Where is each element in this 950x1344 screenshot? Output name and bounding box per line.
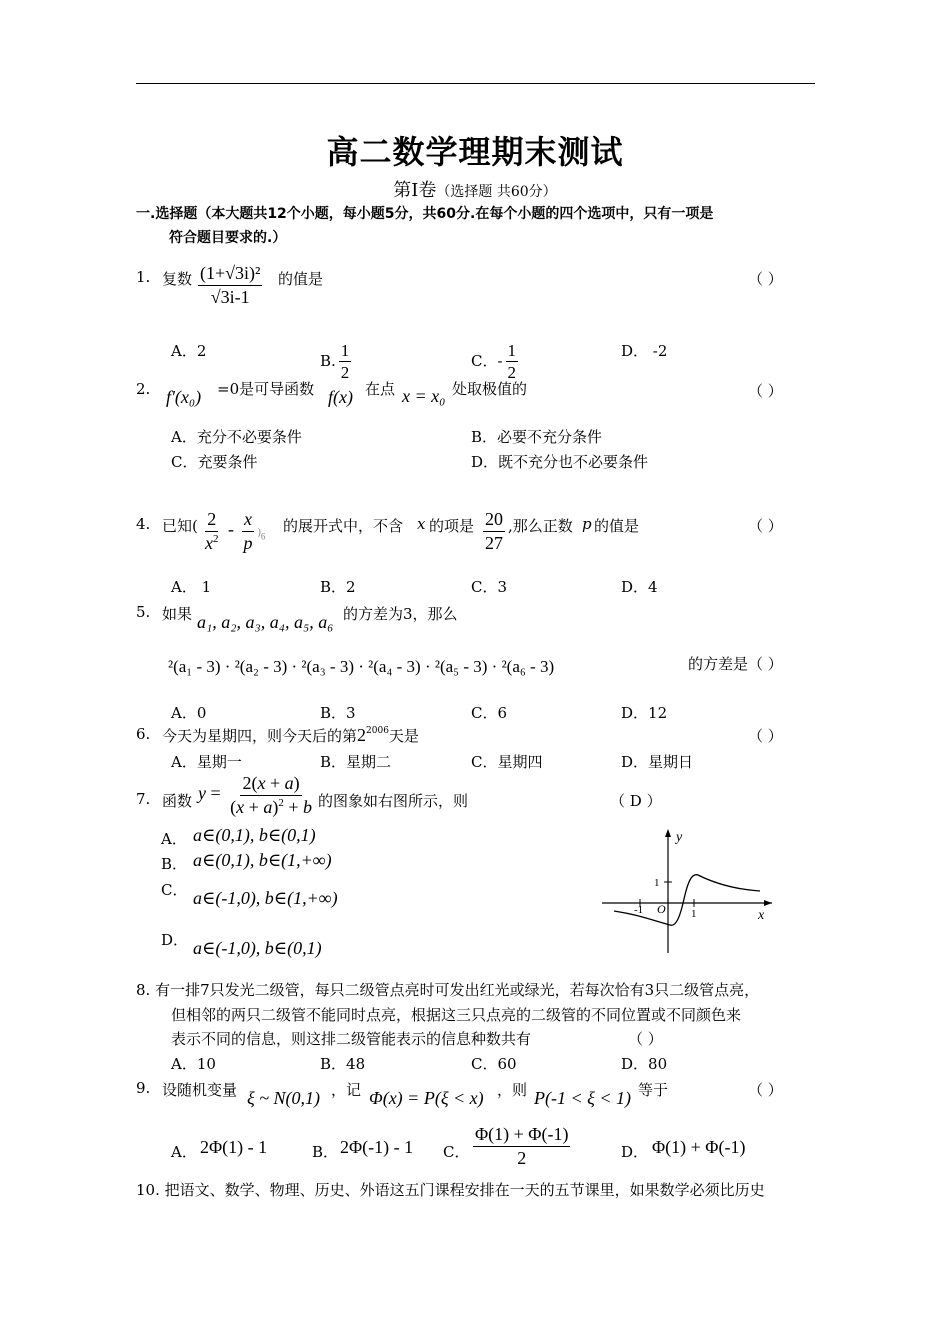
x-label: x — [758, 908, 765, 923]
q9-option-d-label: D． — [621, 1143, 649, 1161]
q5-tail: 的方差是（ ） — [688, 655, 783, 673]
q1-option-c: C．- $\frac{1}{2}$ — [471, 341, 517, 383]
q7-function-graph — [600, 825, 780, 955]
tick-y-label: 1 — [654, 877, 660, 889]
q8-line1: 8. 有一排7只发光二级管，每只二级管点亮时可发出红光或绿光，若每次恰有3只二级管点亮， — [136, 981, 760, 999]
q4-text2: 的项是 — [429, 517, 475, 535]
q7-option-c: a∈(-1,0), b∈(1,+∞) — [193, 888, 338, 908]
q9-option-a-label: A． — [171, 1143, 197, 1161]
q5-prefix: 如果 — [162, 605, 193, 623]
q5-option-b: B．3 — [320, 704, 356, 722]
q9-expr-prob: P(-1 < ξ < 1) — [534, 1088, 631, 1108]
q2-number: 2. — [136, 380, 151, 398]
q5-expression: ²(a₁ - 3) · ²(a₂ - 3) · ²(a₃ - 3) · ²(a₄ - 3) · ²(a₅ - 3) · ²(a₆ - 3) — [168, 657, 555, 676]
q4-prefix: 已知( — [162, 517, 198, 535]
q9-option-d: Φ(1) + Φ(-1) — [652, 1137, 746, 1157]
q6-text: 今天为星期四，则今天后的第$2^{2006}$天是 — [162, 725, 419, 745]
q9-expr-dist: ξ ~ N(0,1) — [247, 1088, 320, 1108]
q7-prefix: 函数 — [162, 792, 193, 810]
q9-expr-phi: Φ(x) = P(ξ < x) — [369, 1088, 484, 1108]
q8-option-a: A．10 — [171, 1055, 216, 1073]
q4-text4: 的值是 — [594, 517, 640, 535]
header-rule — [136, 83, 815, 84]
q7-suffix: 的图象如右图所示，则 — [318, 792, 469, 810]
q7-function: y = $\frac{2(x + a)}{(x + a)^2 + b}$ — [198, 773, 312, 817]
q6-answer-paren: （ ） — [748, 727, 783, 745]
q7-option-c-label: C． — [161, 881, 188, 899]
q4-option-b: B．2 — [320, 578, 356, 596]
q4-binomial: $\frac{2}{x^2}$ - $\frac{x}{p}$ )$_6$ — [205, 509, 266, 553]
q9-text1: ，记 — [331, 1081, 362, 1099]
q9-text3: 等于 — [638, 1081, 669, 1099]
q9-option-b-label: B． — [312, 1143, 339, 1161]
q4-text1: 的展开式中，不含 — [283, 517, 404, 535]
q8-line3: 表示不同的信息，则这排二级管能表示的信息种数共有 — [171, 1030, 532, 1048]
q9-option-c: $\frac{\Phi(1) + \Phi(-1)}{2}$ — [475, 1124, 569, 1168]
q1-option-d: D． -2 — [621, 342, 668, 360]
q2-option-a: A．充分不必要条件 — [171, 428, 302, 446]
q2-expr-function: f(x) — [328, 387, 353, 407]
tick-pos-label: 1 — [691, 908, 697, 920]
q9-option-b: 2Φ(-1) - 1 — [340, 1137, 414, 1157]
q1-option-a: A．2 — [171, 342, 207, 360]
q2-option-b: B．必要不充分条件 — [471, 428, 603, 446]
q7-option-b: a∈(0,1), b∈(1,+∞) — [193, 850, 332, 870]
q7-option-a: a∈(0,1), b∈(0,1) — [193, 825, 316, 845]
q2-expr-derivative: f'(x₀) — [166, 387, 202, 407]
q6-number: 6. — [136, 725, 151, 743]
q7-option-d: a∈(-1,0), b∈(0,1) — [193, 938, 322, 958]
q7-option-d-label: D． — [161, 931, 189, 949]
q4-fraction: $\frac{20}{27}$ — [485, 509, 503, 553]
q4-option-a: A． 1 — [171, 578, 212, 596]
q4-option-d: D．4 — [621, 578, 658, 596]
q5-number: 5. — [136, 603, 151, 621]
q4-option-c: C．3 — [471, 578, 508, 596]
q4-var-x: x — [417, 515, 426, 533]
q6-option-b: B．星期二 — [320, 753, 392, 771]
q7-option-a-label: A． — [161, 830, 187, 848]
q4-text3: ,那么正数 — [508, 517, 573, 535]
q1-number: 1. — [136, 268, 151, 286]
q1-option-b: B. $\frac{1}{2}$ — [320, 341, 350, 383]
curve — [614, 875, 760, 926]
q4-var-p: p — [582, 515, 592, 533]
q2-answer-paren: （ ） — [748, 382, 783, 400]
q8-option-d: D．80 — [621, 1055, 668, 1073]
q5-option-d: D．12 — [621, 704, 668, 722]
q2-text3: 处取极值的 — [452, 380, 528, 398]
q4-answer-paren: （ ） — [748, 517, 783, 535]
x-axis-arrow — [764, 900, 772, 906]
q6-option-a: A．星期一 — [171, 753, 242, 771]
q1-answer-paren: （ ） — [748, 270, 783, 288]
q2-text1: =0是可导函数 — [217, 380, 315, 398]
tick-neg-label: -1 — [634, 904, 644, 916]
q6-option-d: D．星期日 — [621, 753, 694, 771]
q5-variables: a₁, a₂, a₃, a₄, a₅, a₆ — [197, 612, 334, 632]
q4-number: 4. — [136, 515, 151, 533]
section-instructions-line2: 符合题目要求的.） — [169, 230, 287, 246]
section-instructions-line1: 一.选择题（本大题共12个小题，每小题5分，共60分.在每个小题的四个选项中，只有一项是 — [136, 206, 714, 222]
q9-answer-paren: （ ） — [748, 1081, 783, 1099]
q8-option-c: C．60 — [471, 1055, 517, 1073]
origin-label: O — [657, 902, 666, 916]
q9-option-c-label: C． — [443, 1143, 470, 1161]
q8-line2: 但相邻的两只二级管不能同时点亮，根据这三只点亮的二级管的不同位置或不同颜色来 — [171, 1006, 742, 1024]
q2-option-d: D．既不充分也不必要条件 — [471, 453, 649, 471]
q9-text2: ，则 — [497, 1081, 528, 1099]
q7-number: 7. — [136, 790, 151, 808]
q9-number: 9. — [136, 1079, 151, 1097]
q7-option-b-label: B． — [161, 855, 188, 873]
q8-option-b: B．48 — [320, 1055, 366, 1073]
volume-heading: 第Ⅰ卷（选择题 共60分） — [393, 180, 557, 201]
q2-expr-point: x = x₀ — [402, 386, 446, 406]
y-axis-arrow — [665, 829, 671, 837]
q10-line1: 10. 把语文、数学、物理、历史、外语这五门课程安排在一天的五节课里，如果数学必须比历史 — [136, 1181, 765, 1199]
q2-text2: 在点 — [365, 380, 396, 398]
q8-answer-paren: （ ） — [628, 1030, 663, 1048]
q7-answer: （ D ） — [610, 792, 662, 810]
q2-option-c: C．充要条件 — [171, 453, 258, 471]
q5-option-c: C．6 — [471, 704, 508, 722]
q5-suffix: 的方差为3，那么 — [343, 605, 458, 623]
q9-option-a: 2Φ(1) - 1 — [200, 1137, 268, 1157]
q9-prefix: 设随机变量 — [162, 1081, 238, 1099]
q5-option-a: A．0 — [171, 704, 207, 722]
q1-prefix: 复数 — [162, 270, 193, 288]
q1-suffix: 的值是 — [278, 270, 324, 288]
q6-option-c: C．星期四 — [471, 753, 543, 771]
page-title: 高二数学理期末测试 — [326, 133, 624, 171]
y-label: y — [676, 830, 683, 845]
q1-fraction: $\frac{\text{(1+√3i)²}}{√3i-1}$ — [200, 263, 261, 307]
